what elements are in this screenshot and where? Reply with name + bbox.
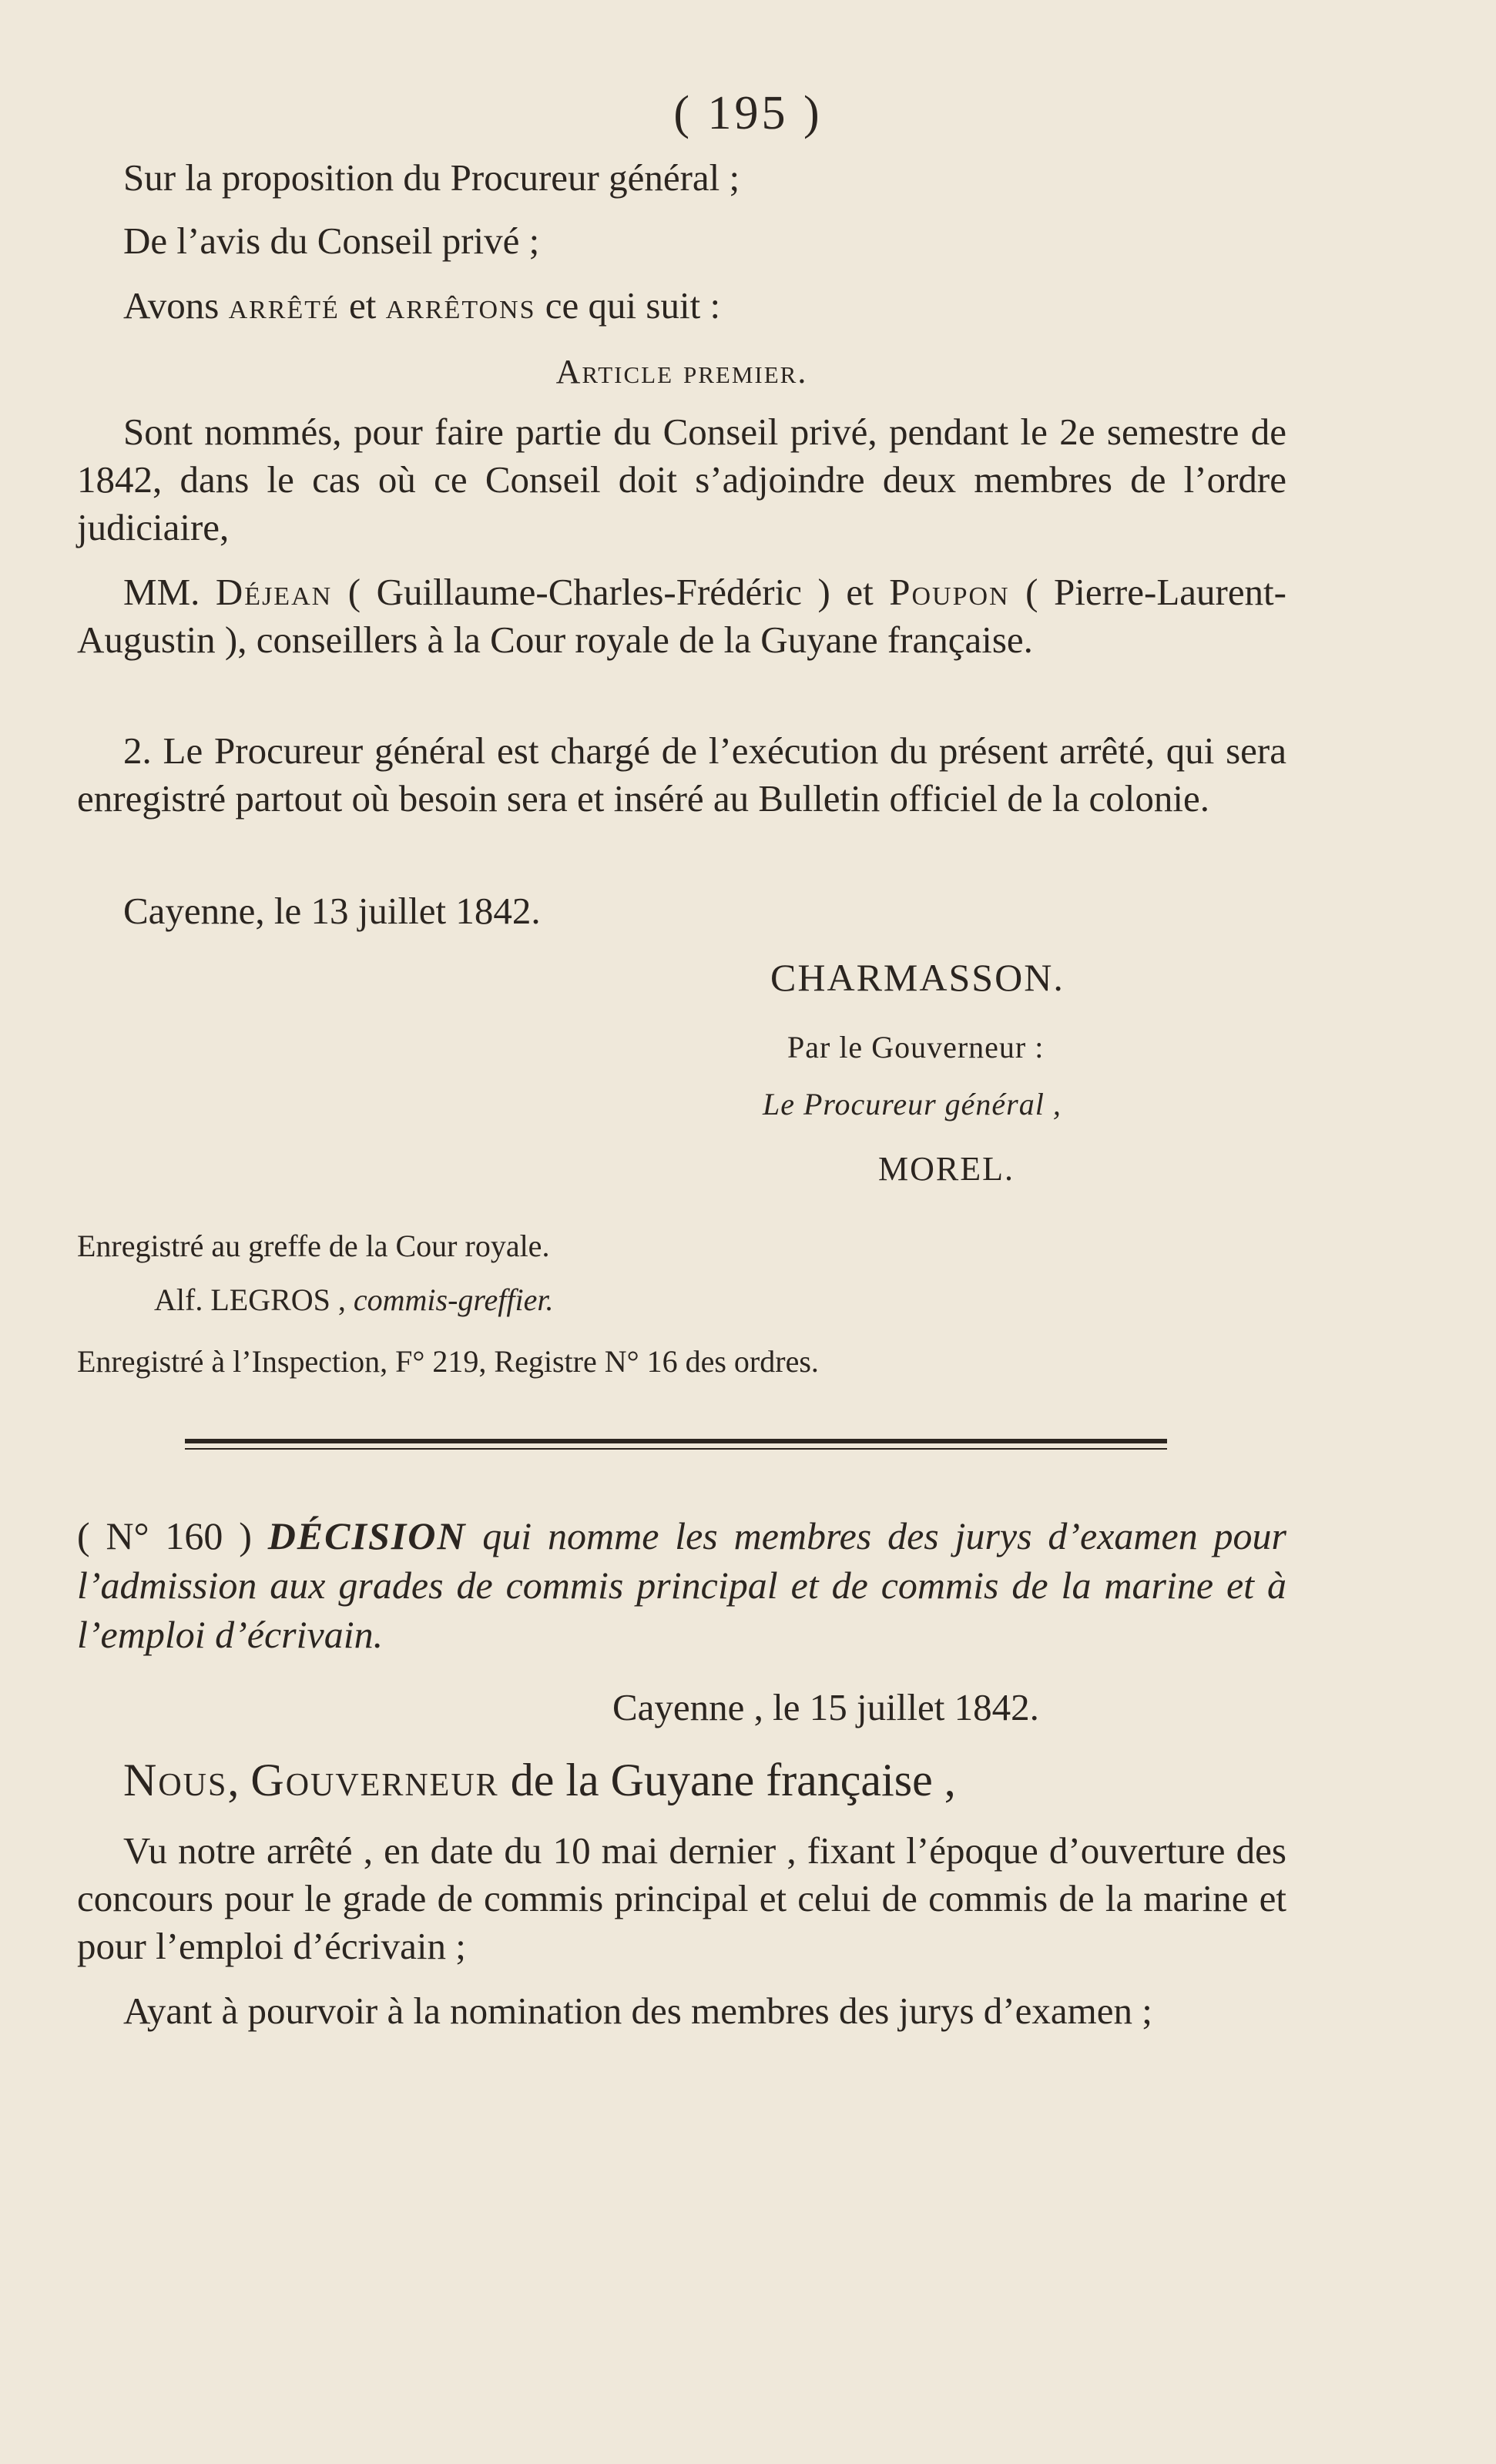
name-dejean: Déjean — [215, 571, 333, 613]
date-line-1: Cayenne, le 13 juillet 1842. — [123, 890, 541, 932]
decision-number: ( N° 160 ) — [77, 1514, 268, 1557]
article-title: Article premier. — [555, 353, 808, 391]
separator-rule-thin — [185, 1448, 1167, 1450]
registered-greffe: Enregistré au greffe de la Cour royale. — [77, 1229, 550, 1263]
paragraph-ayant: Ayant à pourvoir à la nomination des membres des jurys d’examen ; — [123, 1990, 1152, 2032]
line-avons-arrete — [77, 282, 1286, 330]
text-arretons: arrêtons — [385, 284, 536, 327]
signature-morel: MOREL. — [878, 1150, 1015, 1188]
decision-title: DÉCISION — [267, 1514, 467, 1557]
decision-heading — [77, 1511, 1286, 1659]
text-guyane: de la Guyane française , — [498, 1755, 956, 1805]
le-procureur-general: Le Procureur général , — [763, 1087, 1062, 1121]
text-poupon-names: ( Pierre-Laurent-Augustin ), conseillers à la Cour royale de la Guyane française. — [77, 571, 1286, 661]
par-le-gouverneur: Par le Gouverneur : — [787, 1030, 1045, 1064]
text-commis-greffier: commis-greffier. — [353, 1282, 554, 1317]
line-avis: De l’avis du Conseil privé ; — [123, 220, 540, 262]
signature-charmasson: CHARMASSON. — [770, 956, 1065, 999]
text-et: et — [339, 284, 386, 327]
date-line-2: Cayenne , le 15 juillet 1842. — [612, 1686, 1039, 1728]
paragraph-members — [77, 568, 1286, 664]
text-legros: Alf. LEGROS , — [154, 1282, 354, 1317]
paragraph-nomination: Sont nommés, pour faire partie du Conseil privé, pendant le 2e semestre de 1842, dans le cas où ce Conseil doit s’adjoindre deux membres de l’ordre judiciaire, — [77, 411, 1286, 548]
decision-subtitle: qui nomme les membres des jurys d’examen pour l’admission aux grades de commis principal et de commis de la marine et à l’emploi d’écrivain. — [77, 1514, 1286, 1656]
text-dejean-names: ( Guillaume-Charles-Frédéric ) et — [332, 571, 890, 613]
name-poupon: Poupon — [889, 571, 1010, 613]
text-comma: , — [227, 1755, 251, 1805]
nous-gouverneur-line — [77, 1756, 1286, 1804]
line-proposition: Sur la proposition du Procureur général ; — [123, 156, 740, 199]
separator-rule-thick — [185, 1439, 1167, 1443]
paragraph-execution: 2. Le Procureur général est chargé de l’exécution du présent arrêté, qui sera enregistré partout où besoin sera et inséré au Bulletin officiel de la colonie. — [77, 729, 1286, 820]
text-mm: MM. — [123, 571, 216, 613]
legros-line — [154, 1282, 1364, 1319]
text-arrete: arrêté — [228, 284, 340, 327]
text-ce-qui-suit: ce qui suit : — [535, 284, 721, 327]
page-number: ( 195 ) — [673, 87, 823, 139]
text-nous: Nous — [123, 1755, 228, 1805]
paragraph-vu-arrete: Vu notre arrêté , en date du 10 mai dernier , fixant l’époque d’ouverture des concours pour le grade de commis principal et celui de commis de la marine et pour l’emploi d’écrivain ; — [77, 1829, 1286, 1967]
registered-inspection: Enregistré à l’Inspection, F° 219, Registre N° 16 des ordres. — [77, 1344, 819, 1379]
text-avons: Avons — [123, 284, 229, 327]
text-gouverneur: Gouverneur — [250, 1755, 499, 1805]
